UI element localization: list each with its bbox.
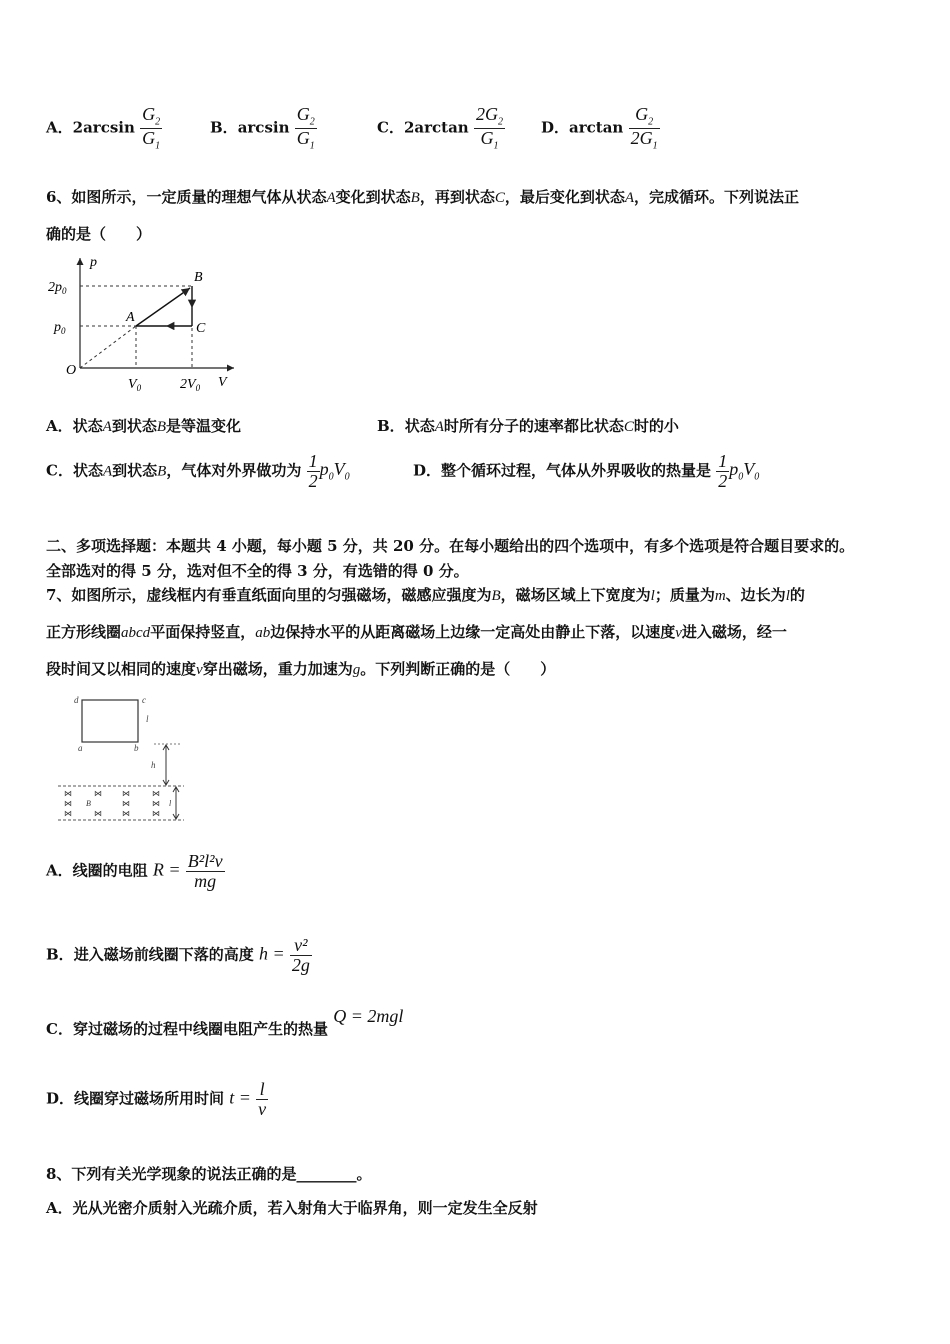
option-fn: arcsin [237, 118, 290, 137]
text: 。下列判断正确的是（ ） [360, 660, 556, 678]
frac-num: l [256, 1080, 268, 1100]
formula-lhs: h = [258, 943, 285, 964]
tick-p0: $p_0$ [54, 320, 66, 336]
var: B [157, 463, 167, 480]
coil-square [82, 700, 138, 742]
coil-label-b: b [134, 743, 139, 753]
q8-option-a: A．光从光密介质射入光疏介质，若入射角大于临界角，则一定发生全反射 [46, 1199, 538, 1217]
pv-graph [46, 250, 246, 398]
coil-label-d: d [74, 695, 79, 705]
q5-option-c [377, 105, 505, 152]
path-a-b [136, 288, 190, 326]
option-fn: 2arctan [403, 118, 469, 137]
svg-text:⋈: ⋈ [122, 789, 130, 798]
coil-label-a: a [78, 743, 83, 753]
tick-2v0: $2V_0$ [180, 377, 201, 393]
text: ，气体对外界做功为 [166, 461, 302, 480]
frac-den: G [142, 128, 156, 149]
frac-den-sub: 1 [652, 140, 658, 152]
frac-num-sub: 2 [309, 116, 315, 128]
option-expr: $p_0V_0$ [319, 459, 350, 483]
var: A [624, 190, 635, 206]
var: g [352, 662, 361, 678]
tick-2p0: $2p_0$ [48, 280, 67, 296]
frac-num-sub: 2 [497, 116, 503, 128]
var: C [623, 419, 634, 435]
text: ，磁场区域上下宽度为 [500, 586, 651, 604]
svg-text:⋈: ⋈ [122, 809, 130, 818]
q6-option-d [413, 452, 759, 491]
text: 、边长为 [725, 586, 786, 604]
option-fraction [474, 105, 505, 152]
frac-den: v [258, 1098, 267, 1119]
frac-num: 1 [308, 451, 318, 471]
q7-stem-line3 [46, 658, 555, 679]
q7-stem-line1 [46, 584, 805, 605]
frac-den: 2G [630, 128, 653, 149]
text: 状态 [72, 417, 103, 435]
text: 穿出磁场，重力加速为 [202, 660, 353, 678]
option-label: B． [46, 945, 74, 964]
field-label-b: B [86, 799, 91, 808]
text: 整个循环过程，气体从外界吸收的热量是 [441, 461, 712, 480]
field-crosses [64, 789, 160, 818]
text: 进入磁场，经一 [681, 623, 787, 641]
q7-option-c [46, 1006, 404, 1039]
frac-den: 2g [291, 954, 310, 975]
option-fraction [295, 105, 317, 152]
var: A [102, 419, 112, 435]
option-label: A． [46, 861, 73, 880]
text: 平面保持竖直， [150, 623, 256, 641]
svg-text:⋈: ⋈ [64, 809, 72, 818]
text: 时的小 [633, 417, 679, 435]
origin-label: O [66, 363, 77, 378]
var: B [410, 190, 420, 206]
text: 段时间又以相同的速度 [46, 660, 197, 678]
frac-den: 2 [308, 470, 318, 491]
q6-stem-line2: 确的是（ ） [46, 225, 152, 243]
text: 变化到状态 [335, 188, 411, 206]
frac-num: 2G [475, 104, 498, 124]
dash-origin-line [80, 326, 136, 368]
text: 到状态 [112, 461, 158, 480]
q5-option-a [46, 105, 162, 152]
text: 的 [789, 586, 805, 604]
var: A [326, 190, 336, 206]
frac-num: v² [290, 936, 312, 956]
coil-figure [58, 692, 190, 828]
var: l [785, 588, 790, 604]
svg-text:⋈: ⋈ [152, 789, 160, 798]
option-label: C． [46, 1020, 73, 1038]
text: 线圈的电阻 [72, 861, 148, 880]
text: 状态 [72, 461, 103, 480]
text: 正方形线圈 [46, 623, 122, 641]
h-label: h [151, 760, 156, 770]
section2-line1: 二、多项选择题：本题共 4 小题，每小题 5 分，共 20 分。在每小题给出的四个选项中，有多个选项是符合题目要求的。 [46, 537, 855, 555]
q7-option-d [46, 1080, 268, 1119]
svg-text:⋈: ⋈ [94, 809, 102, 818]
frac-den-sub: 1 [309, 140, 315, 152]
q6-option-a [46, 415, 241, 436]
option-fraction [307, 452, 320, 491]
option-fraction [256, 1080, 268, 1119]
option-label: B． [377, 417, 405, 435]
text: 穿过磁场的过程中线圈电阻产生的热量 [72, 1020, 328, 1038]
option-label: D． [46, 1089, 75, 1108]
text: 状态 [404, 417, 435, 435]
formula-lhs: t = [229, 1087, 251, 1108]
text: 到状态 [111, 417, 157, 435]
q7-option-a [46, 852, 225, 891]
frac-den: G [480, 128, 494, 149]
option-label: C． [377, 118, 404, 137]
text: 时所有分子的速率都比状态 [443, 417, 624, 435]
text: ，最后变化到状态 [504, 188, 625, 206]
formula: Q = 2mgl [333, 1006, 404, 1026]
text: ；质量为 [654, 586, 715, 604]
q8-stem: 8、下列有关光学现象的说法正确的是________。 [46, 1165, 372, 1183]
var: m [714, 588, 726, 604]
option-fraction [290, 936, 312, 975]
option-label: C． [46, 461, 73, 480]
tick-v0: $V_0$ [128, 377, 142, 393]
option-label: B． [210, 118, 238, 137]
var: A [434, 419, 444, 435]
var: B [156, 419, 167, 435]
frac-den-sub: 1 [493, 140, 499, 152]
frac-den: mg [194, 870, 217, 891]
option-fn: arctan [569, 118, 624, 137]
option-fn: 2arcsin [72, 118, 135, 137]
svg-text:⋈: ⋈ [122, 799, 130, 808]
var: C [494, 190, 505, 206]
text: ，再到状态 [419, 188, 495, 206]
text: ，完成循环。下列说法正 [634, 188, 800, 206]
frac-num: G [142, 104, 156, 124]
v-axis-label: V [218, 375, 227, 390]
option-label: A． [46, 118, 73, 137]
var: abcd [121, 625, 151, 641]
coil-label-c: c [142, 695, 146, 705]
var: l [650, 588, 655, 604]
svg-text:⋈: ⋈ [64, 799, 72, 808]
frac-num-sub: 2 [155, 116, 161, 128]
option-label: D． [541, 118, 570, 137]
field-label-l: l [169, 799, 172, 808]
frac-den: G [296, 128, 310, 149]
point-c-label: C [196, 321, 206, 336]
text: 是等温变化 [166, 417, 242, 435]
svg-text:⋈: ⋈ [152, 799, 160, 808]
svg-text:⋈: ⋈ [152, 809, 160, 818]
var: A [102, 463, 113, 480]
svg-text:⋈: ⋈ [64, 789, 72, 798]
text: 进入磁场前线圈下落的高度 [73, 945, 254, 964]
svg-text:⋈: ⋈ [94, 789, 102, 798]
option-fraction [140, 105, 162, 152]
option-label: A． [46, 417, 73, 435]
frac-num: G [296, 104, 310, 124]
section2-line2: 全部选对的得 5 分，选对但不全的得 3 分，有选错的得 0 分。 [46, 562, 469, 580]
text: 线圈穿过磁场所用时间 [74, 1089, 225, 1108]
point-b-label: B [194, 270, 203, 285]
p-axis-label: p [90, 255, 97, 270]
var: B [491, 588, 501, 604]
q7-stem-line2 [46, 621, 787, 642]
var: v [675, 625, 682, 641]
text: 6、如图所示，一定质量的理想气体从状态 [46, 188, 327, 206]
frac-den-sub: 1 [155, 140, 161, 152]
option-fraction [716, 452, 729, 491]
q7-option-b [46, 936, 312, 975]
formula-lhs: R = [152, 859, 181, 880]
option-expr: $p_0V_0$ [729, 459, 760, 483]
option-fraction [629, 105, 660, 152]
frac-num-sub: 2 [648, 116, 654, 128]
var: ab [255, 625, 271, 641]
frac-den: 2 [718, 470, 728, 491]
q5-option-d [541, 105, 660, 152]
frac-num: B²l²v [187, 851, 223, 871]
q6-stem-line1 [46, 186, 799, 207]
q5-option-b [210, 105, 317, 152]
q6-option-b [377, 415, 679, 436]
option-fraction [186, 852, 225, 891]
q6-option-c [46, 452, 350, 491]
text: 7、如图所示，虚线框内有垂直纸面向里的匀强磁场，磁感应强度为 [46, 586, 492, 604]
var: v [196, 662, 203, 678]
frac-num: G [635, 104, 649, 124]
coil-label-l: l [146, 714, 149, 724]
text: 边保持水平的从距离磁场上边缘一定高处由静止下落，以速度 [270, 623, 676, 641]
frac-num: 1 [718, 451, 728, 471]
point-a-label: A [126, 310, 135, 325]
option-label: D． [413, 461, 442, 480]
